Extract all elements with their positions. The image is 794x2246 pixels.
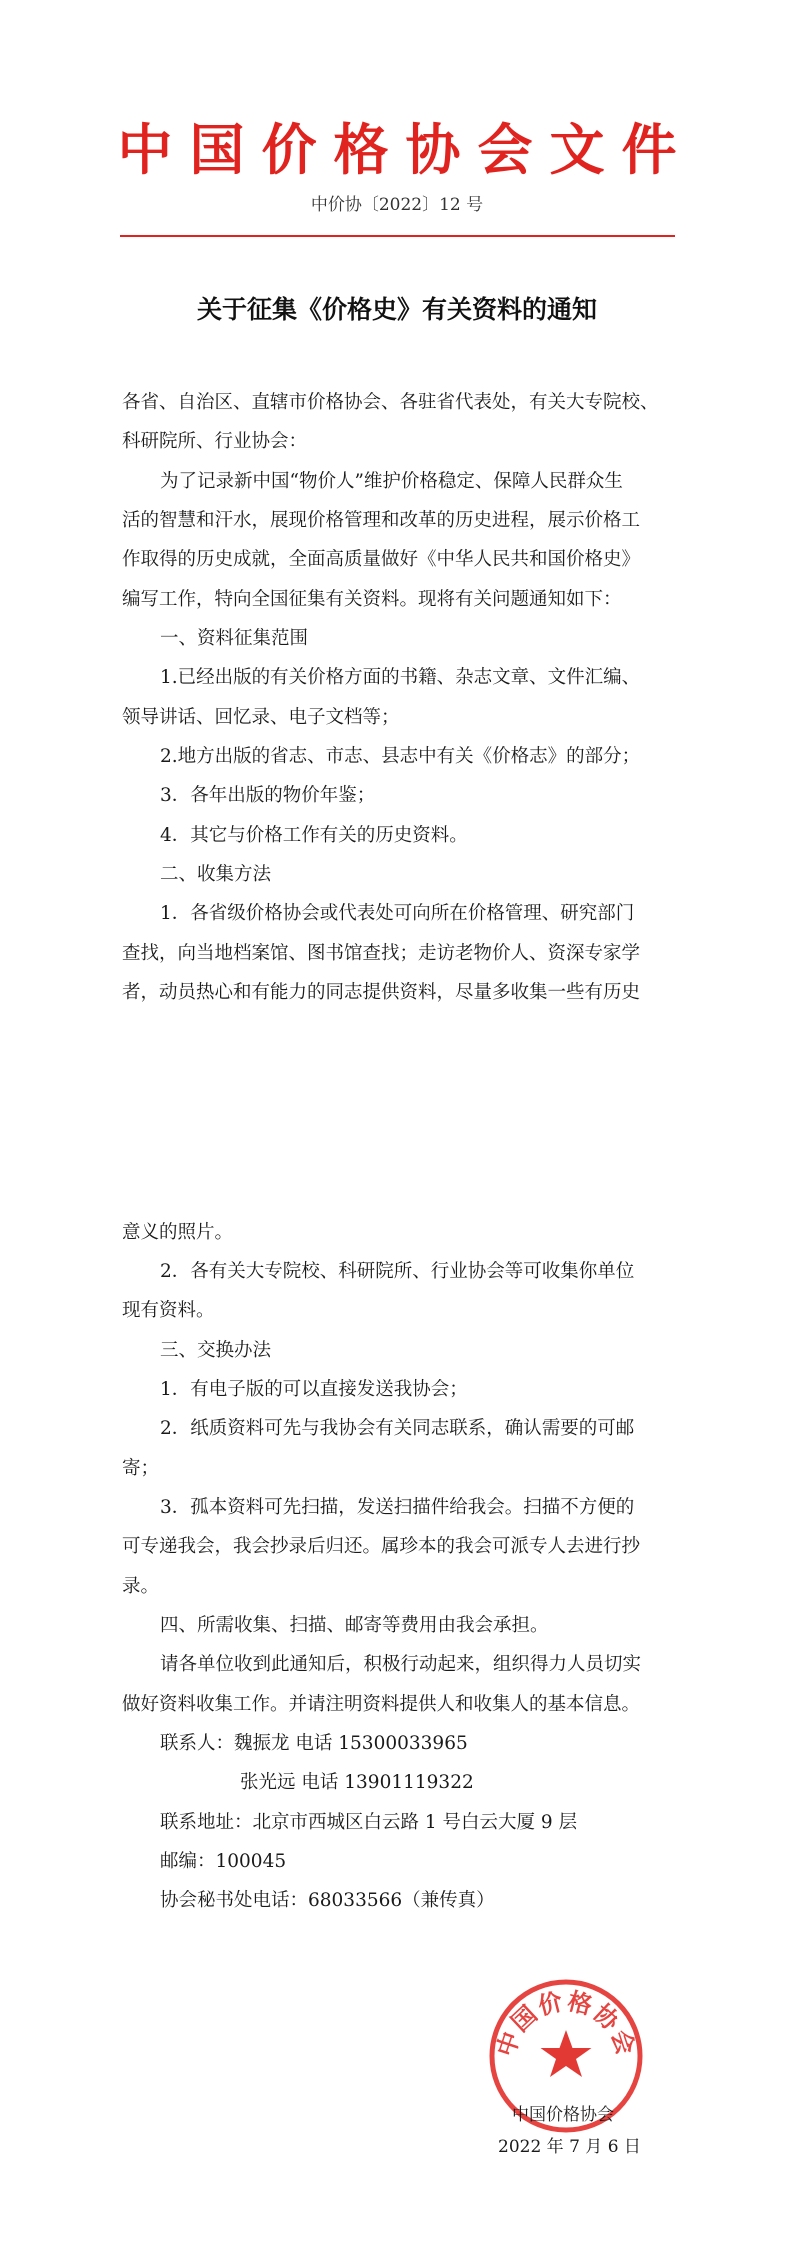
- list-item: 寄；: [122, 1458, 160, 1479]
- contact-line: 张光远 电话 13901119322: [240, 1772, 474, 1793]
- signature-org: 中国价格协会: [512, 2105, 614, 2125]
- seal-text: 中国价格协会: [491, 1987, 641, 2060]
- list-item: 意义的照片。: [122, 1222, 234, 1243]
- list-item: 3．孤本资料可先扫描，发送扫描件给我会。扫描不方便的: [160, 1497, 635, 1518]
- signature-date: 2022 年 7 月 6 日: [498, 2137, 641, 2157]
- list-item: 可专递我会，我会抄录后归还。属珍本的我会可派专人去进行抄: [122, 1536, 641, 1557]
- doc-number: 中价协〔2022〕12 号: [310, 195, 484, 215]
- intro-line: 作取得的历史成就，全面高质量做好《中华人民共和国价格史》: [122, 549, 641, 570]
- list-item: 查找，向当地档案馆、图书馆查找；走访老物价人、资深专家学: [122, 943, 641, 964]
- contact-line: 联系人：魏振龙 电话 15300033965: [160, 1733, 468, 1754]
- list-item: 4．其它与价格工作有关的历史资料。: [160, 825, 468, 846]
- intro-line: 编写工作，特向全国征集有关资料。现将有关问题通知如下：: [122, 589, 622, 610]
- list-item: 3．各年出版的物价年鉴；: [160, 785, 376, 806]
- list-item: 领导讲话、回忆录、电子文档等；: [122, 707, 400, 728]
- list-item: 1．有电子版的可以直接发送我协会；: [160, 1379, 468, 1400]
- addressee-line: 科研院所、行业协会：: [122, 431, 308, 452]
- intro-line: 为了记录新中国“物价人”维护价格稳定、保障人民群众生: [160, 471, 623, 492]
- list-item: 2．各有关大专院校、科研院所、行业协会等可收集你单位: [160, 1261, 635, 1282]
- list-item: 1.已经出版的有关价格方面的书籍、杂志文章、文件汇编、: [160, 667, 641, 688]
- secretariat-phone-line: 协会秘书处电话：68033566（兼传真）: [160, 1890, 495, 1911]
- list-item: 2．纸质资料可先与我协会有关同志联系，确认需要的可邮: [160, 1418, 635, 1439]
- section-heading: 二、收集方法: [160, 864, 272, 885]
- list-item: 现有资料。: [122, 1300, 215, 1321]
- address-line: 联系地址：北京市西城区白云路 1 号白云大厦 9 层: [160, 1812, 578, 1833]
- red-divider: [120, 235, 675, 237]
- list-item: 者，动员热心和有能力的同志提供资料，尽量多收集一些有历史: [122, 982, 641, 1003]
- intro-line: 活的智慧和汗水，展现价格管理和改革的历史进程，展示价格工: [122, 510, 641, 531]
- addressee-line: 各省、自治区、直辖市价格协会、各驻省代表处，有关大专院校、: [122, 392, 659, 413]
- section-heading: 一、资料征集范围: [160, 628, 309, 649]
- list-item: 1．各省级价格协会或代表处可向所在价格管理、研究部门: [160, 903, 635, 924]
- list-item: 2.地方出版的省志、市志、县志中有关《价格志》的部分；: [160, 746, 641, 767]
- list-item: 录。: [122, 1576, 160, 1597]
- closing-line: 请各单位收到此通知后，积极行动起来，组织得力人员切实: [160, 1654, 642, 1675]
- section-heading: 四、所需收集、扫描、邮寄等费用由我会承担。: [160, 1615, 549, 1636]
- postcode-line: 邮编：100045: [160, 1851, 287, 1872]
- seal-star-icon: [541, 2030, 592, 2077]
- section-heading: 三、交换办法: [160, 1340, 272, 1361]
- org-title: 中国价格协会文件: [117, 118, 694, 182]
- notice-title: 关于征集《价格史》有关资料的通知: [196, 295, 597, 324]
- closing-line: 做好资料收集工作。并请注明资料提供人和收集人的基本信息。: [122, 1694, 641, 1715]
